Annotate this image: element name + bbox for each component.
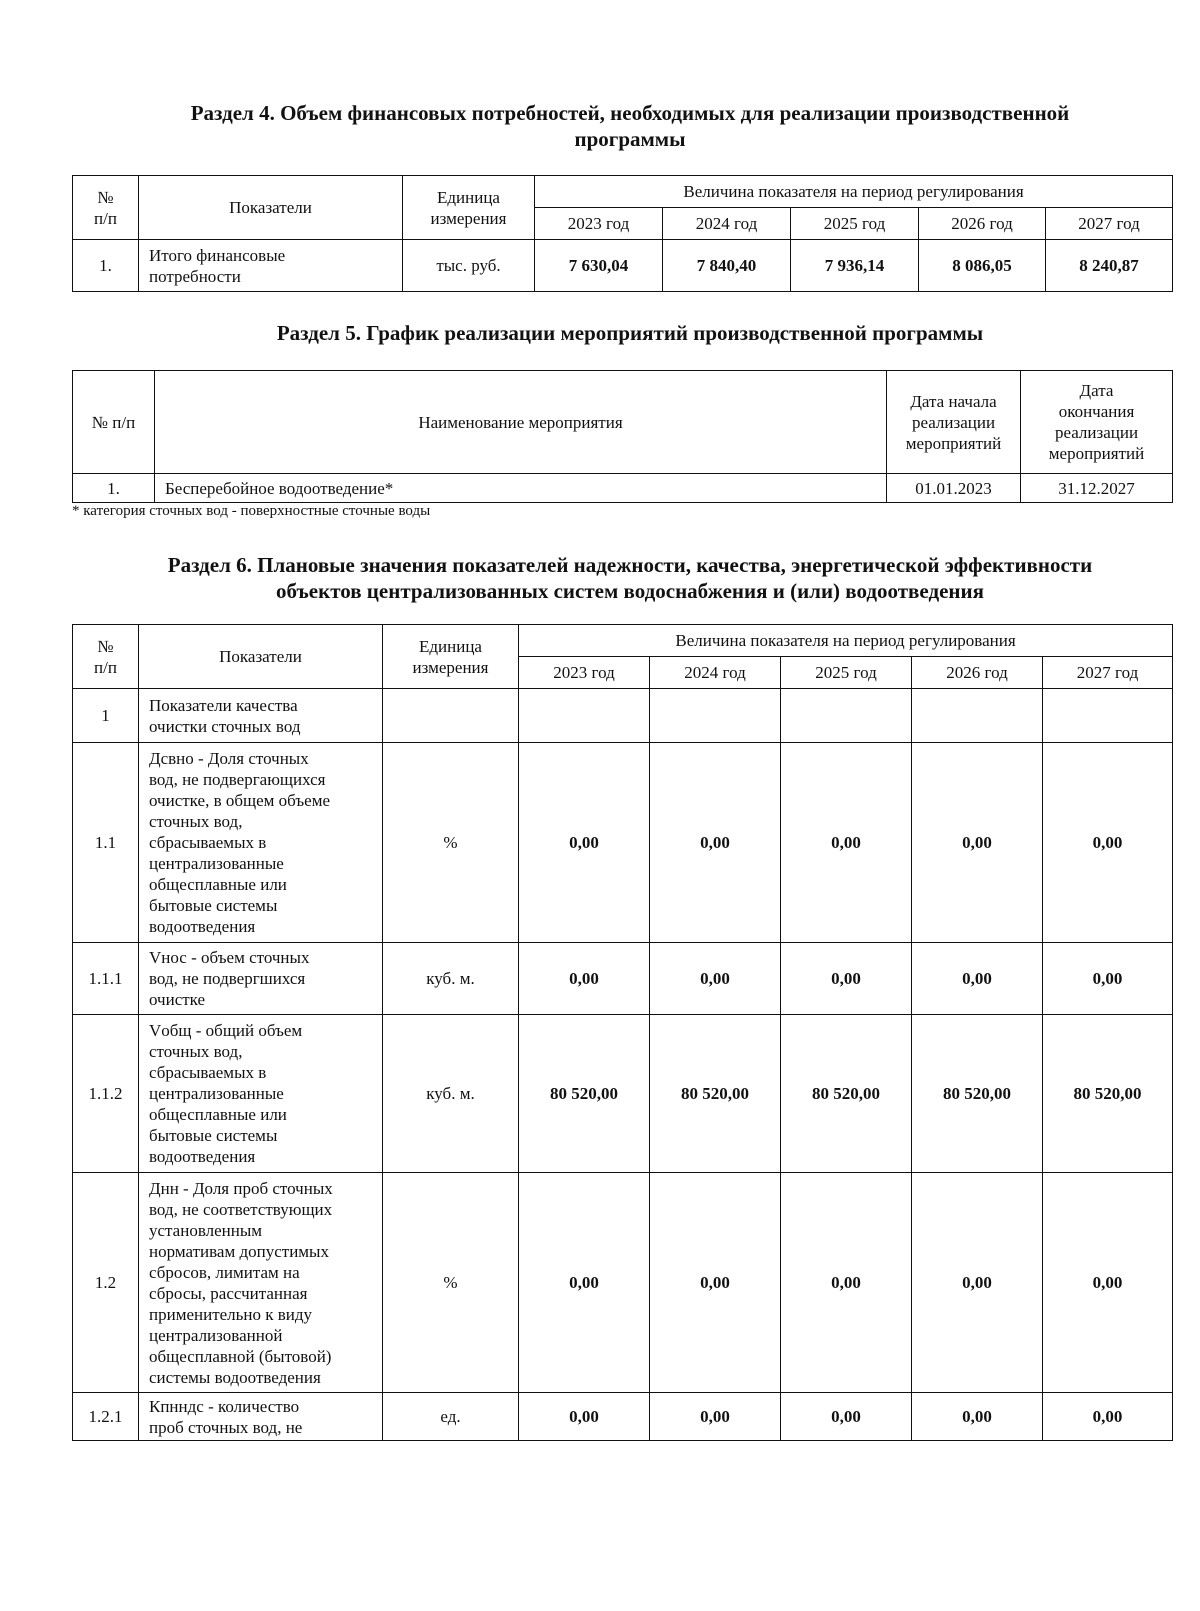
row-value: 0,00: [781, 743, 912, 943]
row-value: [650, 689, 781, 743]
row-value: 8 240,87: [1046, 240, 1173, 292]
section6-title: [90, 552, 1170, 604]
row-unit: %: [383, 743, 519, 943]
row-name: Vобщ - общий объем сточных вод, сбрасываемых в централизованные общесплавные или бытовые системы водоотведения: [139, 1015, 383, 1173]
table-row: [73, 1015, 1173, 1173]
section4-title-line2: программы: [574, 127, 686, 151]
row-value: 0,00: [781, 1173, 912, 1393]
header-year: 2026 год: [912, 657, 1043, 689]
row-num: 1.1: [73, 743, 139, 943]
header-year: 2025 год: [791, 208, 919, 240]
row-value: 80 520,00: [781, 1015, 912, 1173]
header-num: № п/п: [73, 625, 139, 689]
row-num: 1.1.2: [73, 1015, 139, 1173]
header-year: 2027 год: [1046, 208, 1173, 240]
header-num: № п/п: [73, 176, 139, 240]
row-value: [519, 689, 650, 743]
section4-header-row: [73, 176, 1173, 208]
section5-table: [72, 370, 1173, 503]
row-value: 80 520,00: [650, 1015, 781, 1173]
row-value: [781, 689, 912, 743]
row-name: Показатели качества очистки сточных вод: [139, 689, 383, 743]
row-value: 0,00: [912, 743, 1043, 943]
section6-table: [72, 624, 1173, 1441]
row-num: 1.2: [73, 1173, 139, 1393]
row-event-name: Бесперебойное водоотведение*: [155, 474, 887, 503]
row-num: 1.1.1: [73, 943, 139, 1015]
header-num: № п/п: [73, 371, 155, 474]
section6-title-line1: Раздел 6. Плановые значения показателей надежности, качества, энергетической эффективности: [167, 553, 1093, 577]
section5-title: Раздел 5. График реализации мероприятий производственной программы: [276, 321, 984, 345]
row-unit: %: [383, 1173, 519, 1393]
row-num: 1.: [73, 240, 139, 292]
row-value: 0,00: [650, 1393, 781, 1441]
header-period: Величина показателя на период регулирования: [519, 625, 1173, 657]
row-value: 0,00: [1043, 943, 1173, 1015]
row-value: [912, 689, 1043, 743]
row-unit: тыс. руб.: [403, 240, 535, 292]
row-name: Днн - Доля проб сточных вод, не соответствующих установленным нормативам допустимых сбросов, лимитам на сбросы, рассчитанная применительно к виду централизованной общесплавной (бытовой) системы водоотведения: [139, 1173, 383, 1393]
row-value: 0,00: [519, 943, 650, 1015]
header-year: 2025 год: [781, 657, 912, 689]
header-unit: Единица измерения: [403, 176, 535, 240]
row-name: Дсвно - Доля сточных вод, не подвергающихся очистке, в общем объеме сточных вод, сбрасываемых в централизованные общесплавные или бытовые системы водоотведения: [139, 743, 383, 943]
table-row: [73, 1173, 1173, 1393]
header-year: 2023 год: [519, 657, 650, 689]
row-value: 0,00: [1043, 743, 1173, 943]
table-row: [73, 943, 1173, 1015]
row-value: 0,00: [912, 943, 1043, 1015]
row-value: 7 936,14: [791, 240, 919, 292]
header-event-name: Наименование мероприятия: [155, 371, 887, 474]
header-year: 2027 год: [1043, 657, 1173, 689]
row-value: 0,00: [781, 943, 912, 1015]
header-indicators: Показатели: [139, 625, 383, 689]
row-num: 1.: [73, 474, 155, 503]
table-row: [73, 474, 1173, 503]
row-unit: куб. м.: [383, 1015, 519, 1173]
section6-title-line2: объектов централизованных систем водоснабжения и (или) водоотведения: [276, 579, 984, 603]
row-value: 0,00: [912, 1393, 1043, 1441]
row-end-date: 31.12.2027: [1021, 474, 1173, 503]
row-value: 0,00: [519, 743, 650, 943]
row-name: Vнос - объем сточных вод, не подвергшихся очистке: [139, 943, 383, 1015]
header-year: 2024 год: [650, 657, 781, 689]
row-value: [1043, 689, 1173, 743]
row-value: 0,00: [650, 1173, 781, 1393]
header-unit: Единица измерения: [383, 625, 519, 689]
section4-title: [90, 100, 1170, 152]
table-row: [73, 689, 1173, 743]
table-row: [73, 1393, 1173, 1441]
header-end-date: Дата окончания реализации мероприятий: [1021, 371, 1173, 474]
row-value: 0,00: [912, 1173, 1043, 1393]
row-value: 80 520,00: [912, 1015, 1043, 1173]
header-year: 2024 год: [663, 208, 791, 240]
row-value: 7 840,40: [663, 240, 791, 292]
row-value: 0,00: [1043, 1393, 1173, 1441]
row-value: 0,00: [650, 743, 781, 943]
row-unit: ед.: [383, 1393, 519, 1441]
row-value: 0,00: [1043, 1173, 1173, 1393]
row-unit: [383, 689, 519, 743]
row-value: 8 086,05: [919, 240, 1046, 292]
section6-header-row: [73, 625, 1173, 657]
row-value: 80 520,00: [1043, 1015, 1173, 1173]
header-year: 2026 год: [919, 208, 1046, 240]
header-start-date: Дата начала реализации мероприятий: [887, 371, 1021, 474]
row-name: Итого финансовые потребности: [139, 240, 403, 292]
section4-table: [72, 175, 1173, 292]
row-name: Кпнндс - количество проб сточных вод, не: [139, 1393, 383, 1441]
row-num: 1: [73, 689, 139, 743]
section4-title-line1: Раздел 4. Объем финансовых потребностей, необходимых для реализации производственной: [190, 101, 1070, 125]
row-value: 0,00: [781, 1393, 912, 1441]
table-row: [73, 743, 1173, 943]
section6-body: [73, 689, 1173, 1441]
row-value: 0,00: [519, 1393, 650, 1441]
row-value: 80 520,00: [519, 1015, 650, 1173]
header-year: 2023 год: [535, 208, 663, 240]
section5-header-row: [73, 371, 1173, 474]
row-start-date: 01.01.2023: [887, 474, 1021, 503]
row-value: 7 630,04: [535, 240, 663, 292]
header-indicators: Показатели: [139, 176, 403, 240]
table-row: [73, 240, 1173, 292]
row-value: 0,00: [519, 1173, 650, 1393]
header-period: Величина показателя на период регулирования: [535, 176, 1173, 208]
row-num: 1.2.1: [73, 1393, 139, 1441]
row-unit: куб. м.: [383, 943, 519, 1015]
section5-footnote: * категория сточных вод - поверхностные сточные воды: [72, 503, 431, 519]
row-value: 0,00: [650, 943, 781, 1015]
